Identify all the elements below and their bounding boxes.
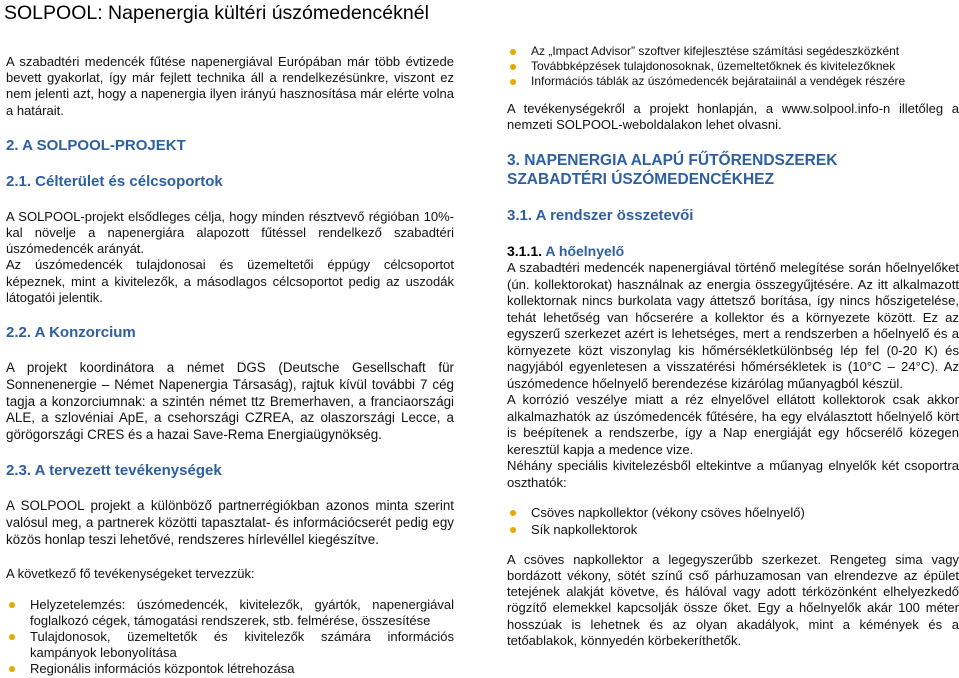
- section-3-1-1-number: 3.1.1.: [507, 243, 543, 260]
- section-2-2-heading: 2.2. A Konzorcium: [6, 324, 136, 342]
- bullet-icon: [9, 634, 15, 640]
- right-column: [507, 44, 959, 649]
- absorber-paragraph-3: Néhány speciális kivitelezésből eltekintve a műanyag elnyelők két csoportra oszthatók:: [507, 458, 959, 490]
- bullet-icon: [510, 79, 516, 85]
- activities-intro: A következő fő tevékenységeket tervezzük:: [6, 566, 255, 582]
- list-item: Információs táblák az úszómedencék bejárataiinál a vendégek részére: [507, 74, 959, 89]
- intro-paragraph: A szabadtéri medencék fűtése napenergiával Európában már több évtizede bevett gyakorlat, így már fejlett technika áll a rendelkezésünkre, viszont ez nem jelenti azt, hogy a napenergia ilyen irányú hasznosítása már elérte volna a határait.: [6, 54, 454, 118]
- section-3-1-1-title: A hőelnyelő: [545, 243, 625, 260]
- section-2-2-paragraph: A projekt koordinátora a német DGS (Deutsche Gesellschaft für Sonnenenergie – Német Napenergia Társaság), rajtuk kívül további 7 cég tagja a konzorciumnak: a szintén német ttz Bremerhaven, a franciaországi ALE, a szlovéniai ApE, a csehországi CZREA, az olaszországi Lecce, a görögországi CRES és a hazai Save-Rema Energiaügynökség.: [6, 360, 454, 443]
- list-item: Sík napkollektorok: [507, 522, 959, 538]
- section-2-heading: 2. A SOLPOOL-PROJEKT: [6, 136, 186, 154]
- section-2-1-paragraph-1: A SOLPOOL-projekt elsődleges célja, hogy minden résztvevő régióban 10%-kal növelje a napenergiára alapozott fűtéssel rendelkező szabadtéri úszómedencék arányát.: [6, 208, 454, 257]
- list-item: Továbbképzések tulajdonosoknak, üzemeltetőknek és kivitelezőknek: [507, 59, 959, 74]
- list-item: Csöves napkollektor (vékony csöves hőelnyelő): [507, 505, 959, 521]
- bullet-icon: [510, 510, 516, 516]
- activities-list: [6, 597, 454, 678]
- section-3-1-1-heading: [507, 243, 959, 260]
- bullet-icon: [9, 602, 15, 608]
- bullet-icon: [510, 49, 516, 55]
- bullet-icon: [9, 666, 15, 672]
- bullet-icon: [510, 64, 516, 70]
- bullet-icon: [510, 527, 516, 533]
- section-3-1-heading: 3.1. A rendszer összetevői: [507, 207, 694, 225]
- section-3-heading: [507, 151, 959, 189]
- list-item: Tulajdonosok, üzemeltetők és kivitelezők számára információs kampányok lebonyolítása: [6, 629, 454, 661]
- list-item: Az „Impact Advisor” szoftver kifejlesztése számítási segédeszközként: [507, 44, 959, 59]
- section-2-1-heading: 2.1. Célterület és célcsoportok: [6, 172, 223, 190]
- collector-types-list: [507, 505, 959, 537]
- absorber-paragraph-1: A szabadtéri medencék napenergiával történő melegítése során hőelnyelőket (ún. kollektorokat) használnak az energia összegyűjtésére. Az itt alkalmazott kollektornak nincs burkolata vagy áttetsző borítása, így nincs hőszigetelése, tehát lehetőség van hőcserére a kollektor és a környezete között. Ez az egyszerű szerkezet azért is lehetséges, mert a rendszerben a hőelnyelő és a környezete közt viszonylag kis hőmérsékletkülönbség lép fel (0-20 K) és nagyjából egyenletesen a visszatérési hőmérsékletek is (10°C – 24°C). Az úszómedence hőelnyelő berendezése kizárólag műanyagból készül.: [507, 260, 959, 391]
- section-3-heading-line-1: 3. NAPENERGIA ALAPÚ FŰTŐRENDSZEREK: [507, 152, 838, 170]
- website-paragraph: A tevékenységekről a projekt honlapján, a www.solpool.info-n illetőleg a nemzeti SOLPOOL-weboldalakon lehet olvasni.: [507, 101, 959, 133]
- list-item: Helyzetelemzés: úszómedencék, kivitelezők, gyártók, napenergiával foglalkozó cégek, támogatási rendszerek, stb. felmérése, összesítése: [6, 597, 454, 629]
- section-2-3-heading: 2.3. A tervezett tevékenységek: [6, 462, 222, 480]
- page-title: SOLPOOL: Napenergia kültéri úszómedencéknél: [4, 2, 429, 24]
- section-2-3-paragraph: A SOLPOOL projekt a különböző partnerrégiókban azonos minta szerint valósul meg, a partnerek közötti tapasztalat- és információcserét pedig egy közös honlap teszi lehetővé, rendszeres hírlevéllel kiegészítve.: [6, 498, 454, 547]
- tube-collector-paragraph: A csöves napkollektor a legegyszerűbb szerkezet. Rengeteg sima vagy bordázott vékony, sötét színű cső párhuzamosan van elrendezve az épület tetejének alakját követve, és hálóval vagy adott térközönként elhelyezkedő rögzítő elemekkel kapcsolják össze őket. Egy a hőelnyelők akár 100 méter hosszúak is lehetnek és az olyan akadályok, mint a kémények és a tetőablakok, könnyedén körbekeríthetők.: [507, 551, 959, 648]
- section-2-1-paragraph-2: Az úszómedencék tulajdonosai és üzemeltetői éppúgy célcsoportot képeznek, mint a kivitelezők, a másodlagos célcsoportot pedig az uszodák látogatói jelentik.: [6, 257, 454, 305]
- left-column: [6, 44, 454, 678]
- list-item: Regionális információs központok létrehozása: [6, 661, 454, 677]
- section-3-heading-line-2: SZABADTÉRI ÚSZÓMEDENCÉKHEZ: [507, 171, 774, 189]
- activities-list-continued: [507, 44, 959, 89]
- absorber-paragraph-2: A korrózió veszélye miatt a réz elnyelővel ellátott kollektorok csak akkor alkalmazhatók az úszómedencék fűtésére, ha egy elválasztott hőelnyelő kört is beépítenek a rendszerbe, így a Nap energiáját egy hőcserélő közegen keresztül kapja a medence vize.: [507, 392, 959, 457]
